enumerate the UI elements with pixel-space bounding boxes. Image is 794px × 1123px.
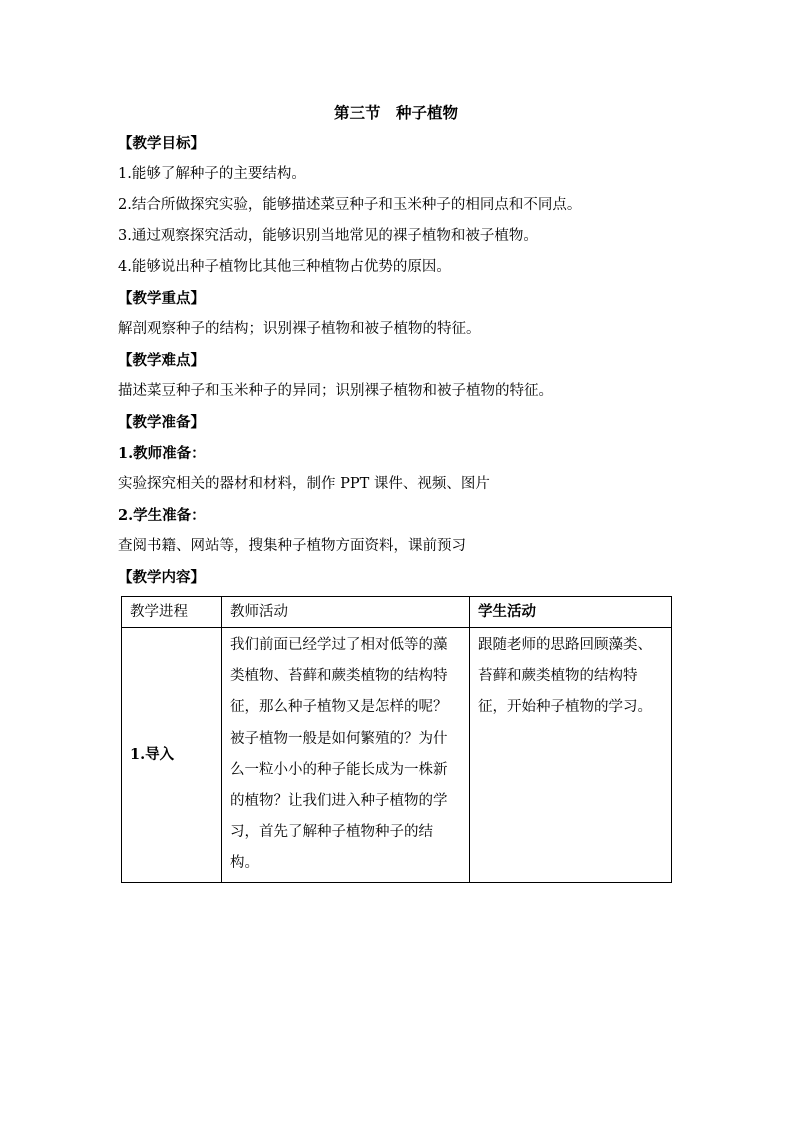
- objectives-heading: 【教学目标】: [118, 135, 205, 152]
- content-heading: 【教学内容】: [118, 569, 205, 586]
- objective-item: 4.能够说出种子植物比其他三种植物占优势的原因。: [118, 259, 451, 275]
- objective-item: 3.通过观察探究活动，能够识别当地常见的裸子植物和被子植物。: [118, 228, 538, 244]
- objective-item: 1.能够了解种子的主要结构。: [118, 166, 306, 182]
- teacher-preparation-text: 实验探究相关的器材和材料，制作 PPT 课件、视频、图片: [118, 476, 490, 492]
- teacher-activity-text: 我们前面已经学过了相对低等的藻类植物、苔藓和蕨类植物的结构特征，那么种子植物又是怎样的呢？被子植物一般是如何繁殖的？为什么一粒小小的种子能长成为一株新的植物？让我们进入种子植物的学习，首先了解种子植物种子的结构。: [230, 637, 448, 872]
- student-activity-cell: [470, 628, 672, 883]
- stage-cell: 1.导入: [122, 628, 222, 883]
- header-teacher-activity: 教师活动: [222, 597, 470, 628]
- document-title: 第三节 种子植物: [333, 103, 458, 122]
- header-stage: 教学进程: [122, 597, 222, 628]
- student-activity-text: 跟随老师的思路回顾藻类、苔藓和蕨类植物的结构特征，开始种子植物的学习。: [478, 637, 652, 716]
- teacher-activity-cell: [222, 628, 470, 883]
- objective-item: 2.结合所做探究实验，能够描述菜豆种子和玉米种子的相同点和不同点。: [118, 197, 582, 213]
- difficulties-text: 描述菜豆种子和玉米种子的异同；识别裸子植物和被子植物的特征。: [118, 383, 553, 399]
- table-row: [122, 628, 672, 883]
- header-student-activity: 学生活动: [470, 597, 672, 628]
- table-header-row: [122, 597, 672, 628]
- student-preparation-label: 2.学生准备：: [118, 507, 206, 524]
- key-points-text: 解剖观察种子的结构；识别裸子植物和被子植物的特征。: [118, 321, 481, 337]
- teacher-preparation-label: 1.教师准备：: [118, 445, 206, 462]
- teaching-content-table: [121, 596, 672, 883]
- difficulties-heading: 【教学难点】: [118, 352, 205, 369]
- key-points-heading: 【教学重点】: [118, 290, 205, 307]
- student-preparation-text: 查阅书籍、网站等，搜集种子植物方面资料，课前预习: [118, 538, 466, 554]
- preparation-heading: 【教学准备】: [118, 414, 205, 431]
- document-page: [118, 97, 674, 883]
